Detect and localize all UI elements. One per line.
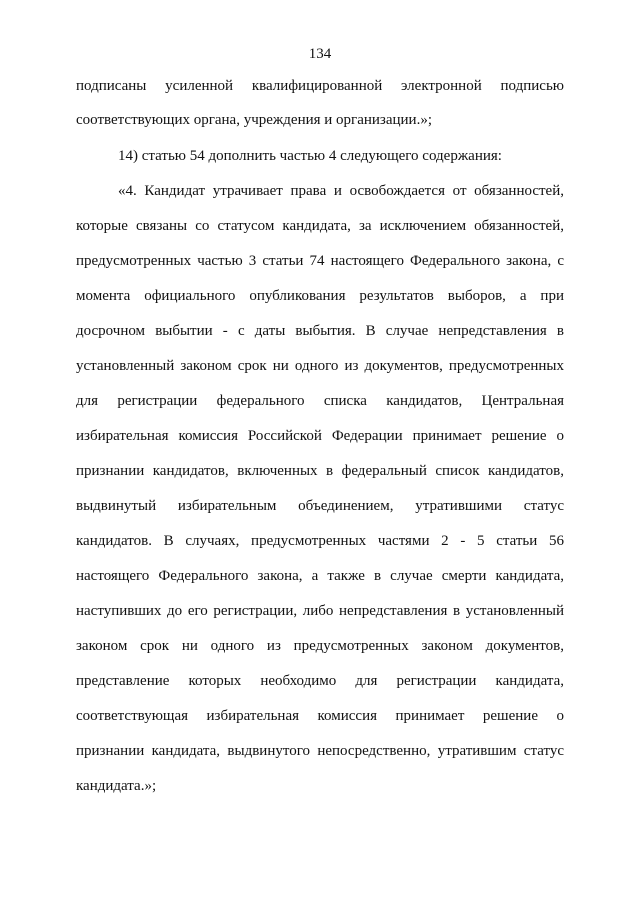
- text-line: представление которых необходимо для регистрации кандидата,: [76, 673, 564, 689]
- text-line: соответствующая избирательная комиссия принимает решение о: [76, 708, 564, 724]
- text-line: настоящего Федерального закона, а также в случае смерти кандидата,: [76, 568, 564, 584]
- text-line: кандидата.»;: [76, 778, 157, 794]
- text-line: для регистрации федерального списка кандидатов, Центральная: [76, 393, 564, 409]
- text-line: признании кандидатов, включенных в федеральный список кандидатов,: [76, 463, 564, 479]
- text-line: выдвинутый избирательным объединением, утратившими статус: [76, 498, 564, 514]
- text-line: «4. Кандидат утрачивает права и освобождается от обязанностей,: [118, 183, 564, 199]
- text-line: законом срок ни одного из предусмотренных законом документов,: [76, 638, 564, 654]
- text-line: 14) статью 54 дополнить частью 4 следующего содержания:: [118, 148, 502, 164]
- text-line: установленный законом срок ни одного из документов, предусмотренных: [76, 358, 564, 374]
- text-line: предусмотренных частью 3 статьи 74 настоящего Федерального закона, с: [76, 253, 564, 269]
- text-line: признании кандидата, выдвинутого непосредственно, утратившим статус: [76, 743, 564, 759]
- text-line: подписаны усиленной квалифицированной электронной подписью: [76, 78, 564, 94]
- text-line: избирательная комиссия Российской Федерации принимает решение о: [76, 428, 564, 444]
- text-line: наступивших до его регистрации, либо непредставления в установленный: [76, 603, 564, 619]
- text-line: которые связаны со статусом кандидата, за исключением обязанностей,: [76, 218, 564, 234]
- text-line: соответствующих органа, учреждения и организации.»;: [76, 112, 433, 128]
- text-line: досрочном выбытии - с даты выбытия. В случае непредставления в: [76, 323, 564, 339]
- page-number: 134: [308, 46, 332, 62]
- text-line: момента официального опубликования результатов выборов, а при: [76, 288, 564, 304]
- text-line: кандидатов. В случаях, предусмотренных частями 2 - 5 статьи 56: [76, 533, 564, 549]
